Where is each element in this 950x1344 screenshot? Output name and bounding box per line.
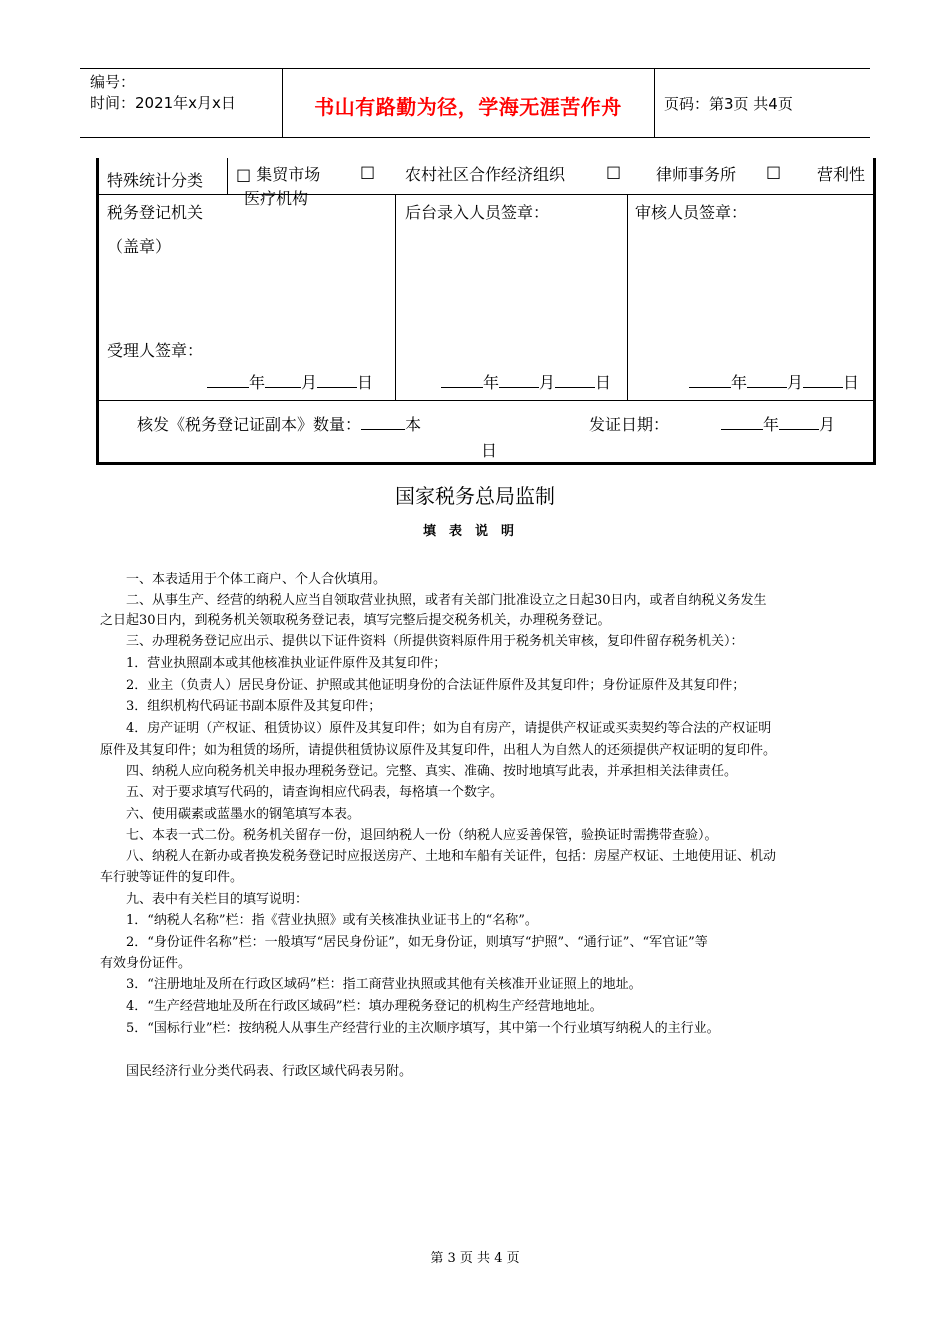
note-paragraph: 二、从事生产、经营的纳税人应当自领取营业执照，或者有关部门批准设立之日起30日内，或者自纳税义务发生 <box>126 593 767 608</box>
row-divider <box>99 400 873 401</box>
entry-staff-date[interactable]: 年 月 日 <box>441 370 611 393</box>
receiver-date[interactable]: 年 月 日 <box>207 370 373 393</box>
note-paragraph: 四、纳税人应向税务机关申报办理税务登记。完整、真实、准确、按时地填写此表，并承担相关法律责任。 <box>126 764 738 779</box>
note-paragraph: 3．“注册地址及所在行政区域码”栏：指工商营业执照或其他有关核准开业证照上的地址。 <box>126 977 642 992</box>
note-paragraph: 车行驶等证件的复印件。 <box>100 870 244 885</box>
option-market[interactable]: □ 集贸市场 <box>236 165 321 184</box>
special-stats-label: 特殊统计分类 <box>107 171 204 190</box>
checkbox-icon[interactable]: □ <box>360 162 376 181</box>
row-divider <box>99 194 873 195</box>
reviewer-label: 审核人员签章： <box>635 203 748 222</box>
cell-divider <box>627 194 628 400</box>
special-stats-options <box>236 158 873 208</box>
issue-date[interactable]: 年 月 <box>721 412 835 435</box>
issue-date-label: 发证日期： <box>589 415 670 434</box>
checkbox-icon[interactable]: □ <box>606 162 622 181</box>
page-footer: 第 3 页 共 4 页 <box>430 1251 520 1266</box>
checkbox-icon[interactable]: □ <box>766 162 782 181</box>
note-paragraph: 3．组织机构代码证书副本原件及其复印件； <box>126 699 382 714</box>
option-law-firm: 律师事务所 <box>656 165 737 184</box>
reviewer-date[interactable]: 年 月 日 <box>689 370 859 393</box>
entry-staff-label: 后台录入人员签章： <box>405 203 550 222</box>
header-divider <box>654 69 655 137</box>
note-paragraph: 5．“国标行业”栏：按纳税人从事生产经营行业的主次顺序填写，其中第一个行业填写纳税人的主行业。 <box>126 1021 720 1036</box>
option-overflow-text: 医疗机构 <box>244 189 309 208</box>
note-paragraph: 国民经济行业分类代码表、行政区域代码表另附。 <box>126 1064 413 1079</box>
issue-date-day: 日 <box>481 441 498 460</box>
note-paragraph: 有效身份证件。 <box>100 956 192 971</box>
note-paragraph: 六、使用碳素或蓝墨水的钢笔填写本表。 <box>126 807 361 822</box>
notes-title: 填表说明 <box>422 524 527 539</box>
cell-divider <box>395 194 396 400</box>
page-header <box>80 68 870 138</box>
cell-divider <box>227 158 228 194</box>
header-info <box>90 72 236 114</box>
note-paragraph: 1．“纳税人名称”栏：指《营业执照》或有关核准执业证书上的“名称”。 <box>126 913 538 928</box>
note-paragraph: 一、本表适用于个体工商户、个人合伙填用。 <box>126 572 387 587</box>
issue-count[interactable]: 核发《税务登记证副本》数量： 本 <box>137 415 422 434</box>
serial-label: 编号： <box>90 73 136 91</box>
header-motto: 书山有路勤为径，学海无涯苦作舟 <box>314 95 622 119</box>
note-paragraph: 九、表中有关栏目的填写说明： <box>126 892 309 907</box>
note-paragraph: 2．“身份证件名称”栏：一般填写“居民身份证”，如无身份证，则填写“护照”、“通行证”、“军官证”等 <box>126 935 708 950</box>
time-line: 时间：2021年x月x日 <box>90 94 236 112</box>
note-paragraph: 之日起30日内，到税务机关领取税务登记表，填写完整后提交税务机关，办理税务登记。 <box>100 613 611 628</box>
note-paragraph: 八、纳税人在新办或者换发税务登记时应报送房产、土地和车船有关证件，包括：房屋产权证、土地使用证、机动 <box>126 849 777 864</box>
note-paragraph: 五、对于要求填写代码的，请查询相应代码表，每格填一个数字。 <box>126 785 504 800</box>
note-paragraph: 七、本表一式二份。税务机关留存一份，退回纳税人一份（纳税人应妥善保管，验换证时需携带查验）。 <box>126 828 718 843</box>
note-paragraph: 4．房产证明（产权证、租赁协议）原件及其复印件；如为自有房产，请提供产权证或买卖契约等合法的产权证明 <box>126 721 772 736</box>
note-paragraph: 4．“生产经营地址及所在行政区域码”栏：填办理税务登记的机构生产经营地地址。 <box>126 999 603 1014</box>
option-for-profit: 营利性 <box>817 165 866 184</box>
supervision-label: 国家税务总局监制 <box>395 484 555 508</box>
option-rural-coop: 农村社区合作经济组织 <box>405 165 566 184</box>
tax-office-label: 税务登记机关 <box>107 203 204 222</box>
seal-label: （盖章） <box>107 237 172 256</box>
note-paragraph: 1．营业执照副本或其他核准执业证件原件及其复印件； <box>126 656 447 671</box>
page-code: 页码：第3页 共4页 <box>664 95 793 113</box>
registration-form-table <box>96 158 876 465</box>
receiver-label: 受理人签章： <box>107 341 204 360</box>
note-paragraph: 三、办理税务登记应出示、提供以下证件资料（所提供资料原件用于税务机关审核，复印件留存税务机关）： <box>126 634 744 649</box>
note-paragraph: 原件及其复印件；如为租赁的场所，请提供租赁协议原件及其复印件，出租人为自然人的还须提供产权证明的复印件。 <box>100 743 777 758</box>
note-paragraph: 2．业主（负责人）居民身份证、护照或其他证明身份的合法证件原件及其复印件；身份证原件及其复印件； <box>126 678 746 693</box>
